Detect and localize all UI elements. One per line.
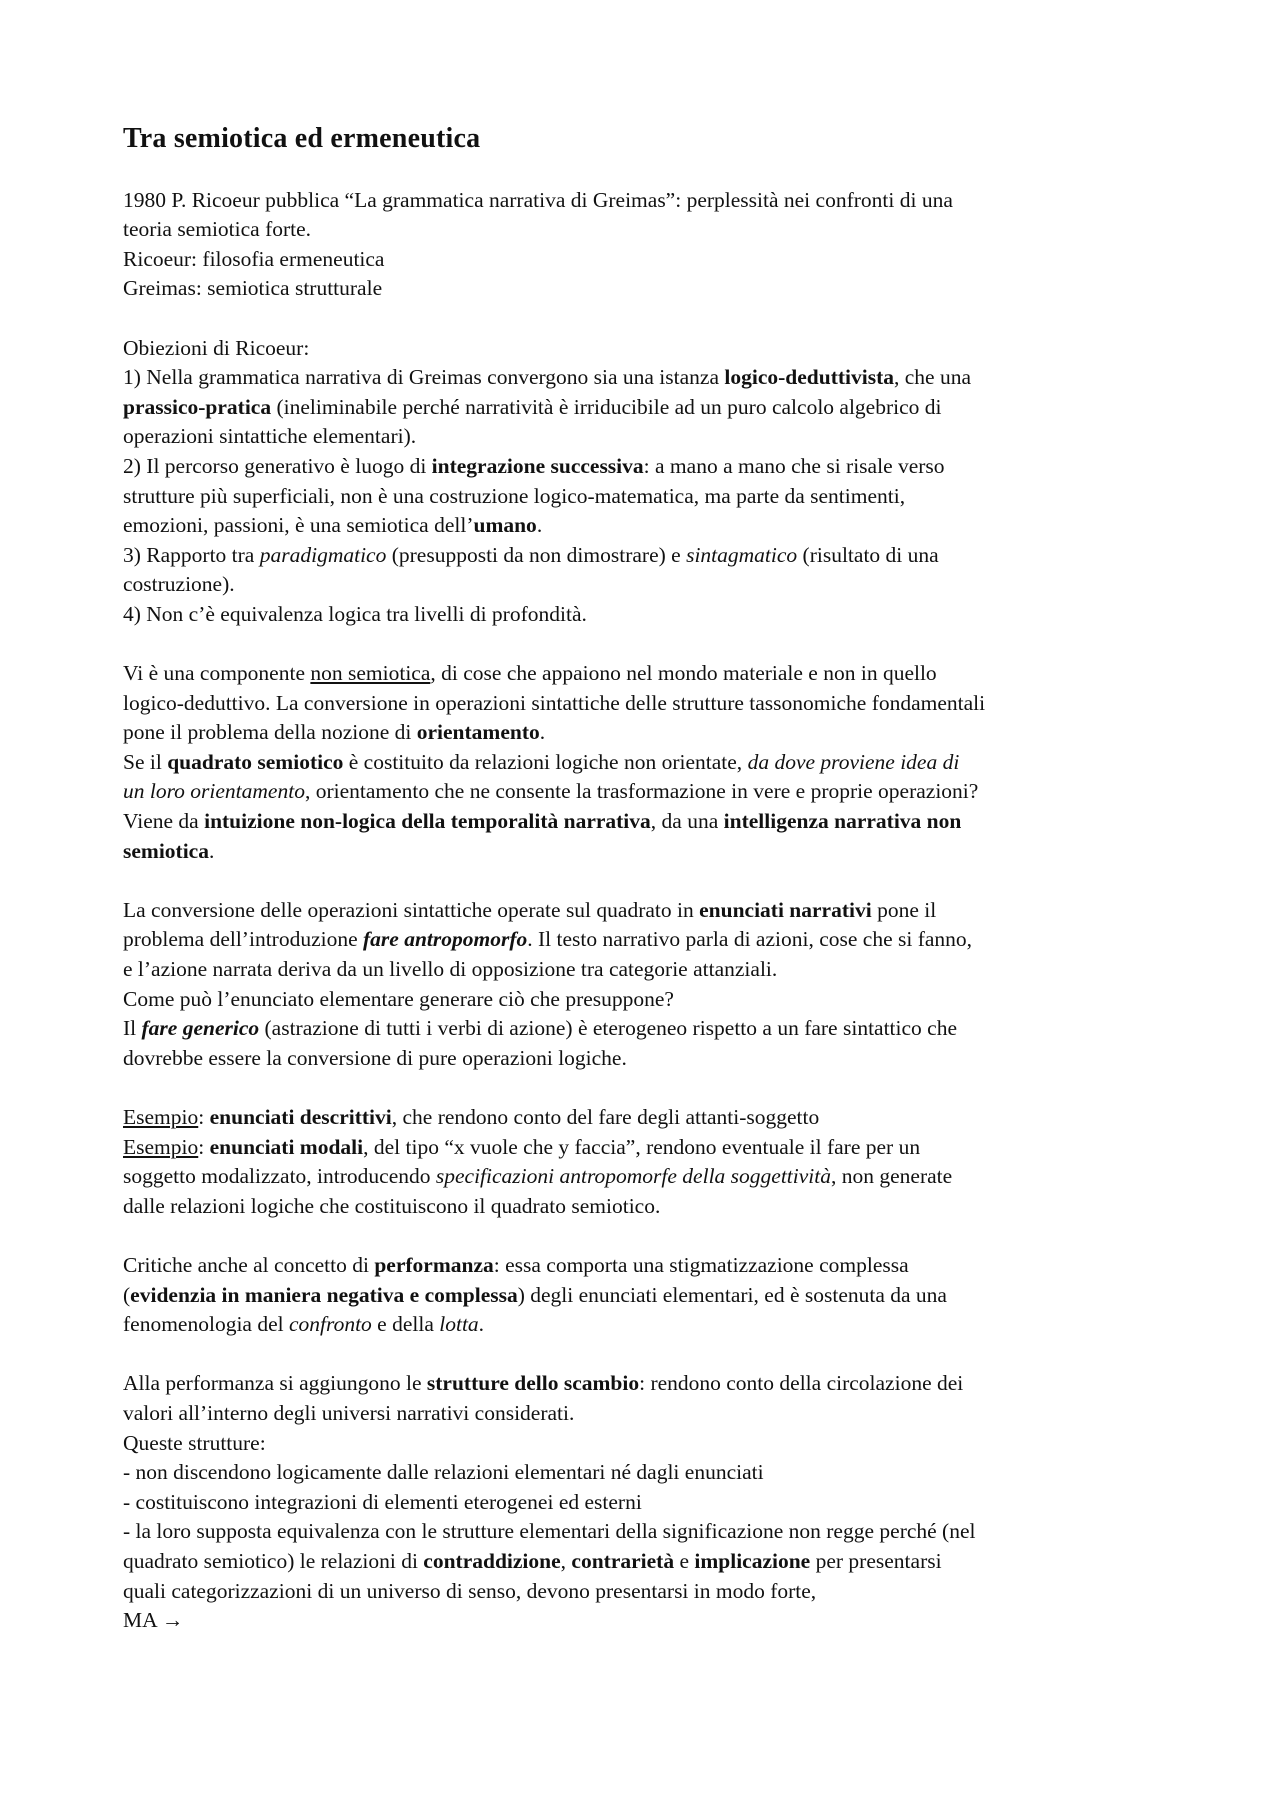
objection-2-line: emozioni, passioni, è una semiotica dell’umano. [123, 513, 543, 538]
objection-1-line: 1) Nella grammatica narrativa di Greimas convergono sia una istanza logico-deduttivista, che una [123, 365, 971, 390]
document-title: Tra semiotica ed ermeneutica [123, 123, 481, 154]
text-line: Il fare generico (astrazione di tutti i verbi di azione) è eterogeneo rispetto a un fare sintattico che [123, 1016, 958, 1041]
text-line: MA → [123, 1608, 184, 1633]
performance-paragraph [123, 1251, 1183, 1340]
text-line: 1980 P. Ricoeur pubblica “La grammatica narrativa di Greimas”: perplessità nei confronti di una [123, 187, 953, 212]
objection-3-line: costruzione). [123, 572, 235, 597]
text-line: Alla performanza si aggiungono le strutture dello scambio: rendono conto della circolazione dei [123, 1371, 964, 1396]
text-line: teoria semiotica forte. [123, 217, 312, 242]
objection-4-line: 4) Non c’è equivalenza logica tra livelli di profondità. [123, 601, 587, 626]
objections-heading: Obiezioni di Ricoeur: [123, 335, 310, 360]
text-line: logico-deduttivo. La conversione in operazioni sintattiche delle strutture tassonomiche fondamentali [123, 690, 986, 715]
text-line: pone il problema della nozione di orientamento. [123, 720, 546, 745]
text-line: Greimas: semiotica strutturale [123, 276, 383, 301]
conversion-paragraph [123, 896, 1183, 1074]
text-line: Vi è una componente non semiotica, di cose che appaiono nel mondo materiale e non in quello [123, 661, 937, 686]
text-line: Critiche anche al concetto di performanza: essa comporta una stigmatizzazione complessa [123, 1252, 909, 1277]
text-line: valori all’interno degli universi narrativi considerati. [123, 1400, 575, 1425]
objection-3-line: 3) Rapporto tra paradigmatico (presupposti da non dimostrare) e sintagmatico (risultato di una [123, 542, 939, 567]
objection-2-line: strutture più superficiali, non è una costruzione logico-matematica, ma parte da sentimenti, [123, 483, 906, 508]
text-line: dovrebbe essere la conversione di pure operazioni logiche. [123, 1045, 627, 1070]
list-item: - la loro supposta equivalenza con le strutture elementari della significazione non regge perché (nel [123, 1519, 976, 1544]
text-line: (evidenzia in maniera negativa e complessa) degli enunciati elementari, ed è sostenuta da una [123, 1282, 947, 1307]
objection-1-line: prassico-pratica (ineliminabile perché narratività è irriducibile ad un puro calcolo algebrico di [123, 394, 942, 419]
example-line: Esempio: enunciati modali, del tipo “x vuole che y faccia”, rendono eventuale il fare per un [123, 1134, 921, 1159]
example-line: dalle relazioni logiche che costituiscono il quadrato semiotico. [123, 1193, 661, 1218]
list-item: - costituiscono integrazioni di elementi eterogenei ed esterni [123, 1489, 642, 1514]
text-line: Come può l’enunciato elementare generare ciò che presuppone? [123, 986, 674, 1011]
examples-paragraph [123, 1103, 1183, 1221]
text-line: un loro orientamento, orientamento che ne consente la trasformazione in vere e proprie operazioni? [123, 779, 979, 804]
objection-2-line: 2) Il percorso generativo è luogo di integrazione successiva: a mano a mano che si risale verso [123, 453, 945, 478]
text-line: Queste strutture: [123, 1430, 266, 1455]
list-item: quali categorizzazioni di un universo di senso, devono presentarsi in modo forte, [123, 1578, 817, 1603]
text-line: e l’azione narrata deriva da un livello di opposizione tra categorie attanziali. [123, 957, 778, 982]
text-line: problema dell’introduzione fare antropomorfo. Il testo narrativo parla di azioni, cose che si fanno, [123, 927, 973, 952]
exchange-paragraph [123, 1369, 1183, 1635]
objections-paragraph [123, 334, 1183, 630]
non-semiotic-paragraph [123, 659, 1183, 866]
text-line: Viene da intuizione non-logica della temporalità narrativa, da una intelligenza narrativa non [123, 809, 962, 834]
text-line: La conversione delle operazioni sintattiche operate sul quadrato in enunciati narrativi pone il [123, 897, 937, 922]
objection-1-line: operazioni sintattiche elementari). [123, 424, 417, 449]
list-item: - non discendono logicamente dalle relazioni elementari né dagli enunciati [123, 1460, 764, 1485]
text-line: Se il quadrato semiotico è costituito da relazioni logiche non orientate, da dove proviene idea di [123, 749, 960, 774]
text-line: Ricoeur: filosofia ermeneutica [123, 246, 385, 271]
document-page [123, 122, 1183, 1665]
list-item: quadrato semiotico) le relazioni di contraddizione, contrarietà e implicazione per presentarsi [123, 1548, 942, 1573]
text-line: semiotica. [123, 838, 215, 863]
example-line: Esempio: enunciati descrittivi, che rendono conto del fare degli attanti-soggetto [123, 1105, 820, 1129]
text-line: fenomenologia del confronto e della lotta. [123, 1312, 485, 1337]
intro-paragraph [123, 186, 1183, 304]
example-line: soggetto modalizzato, introducendo specificazioni antropomorfe della soggettività, non generate [123, 1164, 953, 1189]
